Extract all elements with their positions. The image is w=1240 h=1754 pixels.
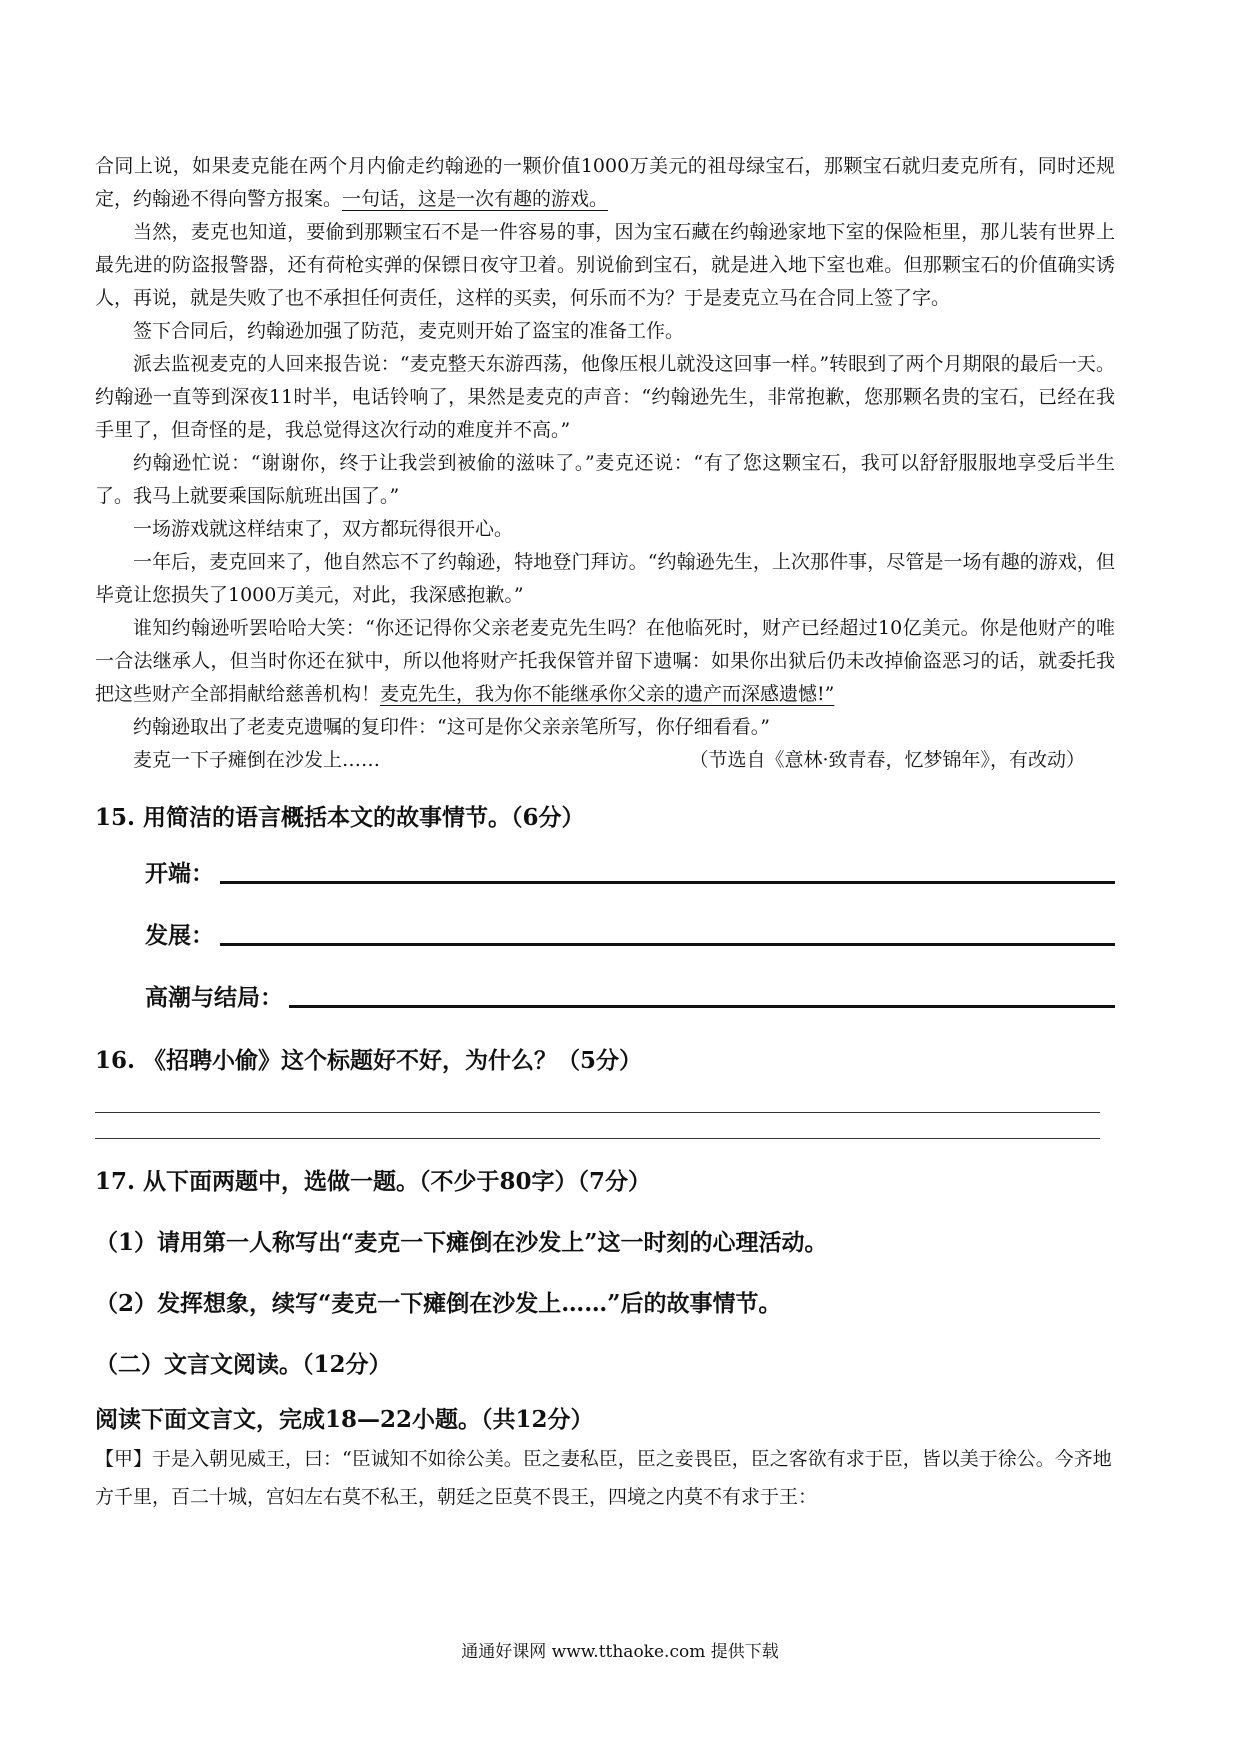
source-citation: （节选自《意林·致青春，忆梦锦年》，有改动） [689, 749, 1085, 771]
blank-label: 高潮与结局： [145, 984, 283, 1011]
answer-blank-development[interactable] [145, 914, 1115, 950]
question-17: 17. 从下面两题中，选做一题。（不少于80字）（7分） [95, 1168, 652, 1195]
blank-label: 发展： [145, 922, 214, 949]
question-17-option-1: （1）请用第一人称写出“麦克一下瘫倒在沙发上”这一时刻的心理活动。 [95, 1229, 828, 1256]
underlined-sentence: 一句话，这是一次有趣的游戏。 [342, 188, 609, 210]
passage-paragraph: 当然，麦克也知道，要偷到那颗宝石不是一件容易的事，因为宝石藏在约翰逊家地下室的保险柜里，那儿装有世界上最先进的防盗报警器，还有荷枪实弹的保镖日夜守卫着。别说偷到宝石，就是进入地下室也难。但那颗宝石的价值确实诱人，再说，就是失败了也不承担任何责任，这样的买卖，何乐而不为？于是麦克立马在合同上签了字。 [95, 221, 1115, 309]
passage-paragraph: 一场游戏就这样结束了，双方都玩得很开心。 [133, 518, 514, 540]
passage-text: 合同上说，如果麦克能在两个月内偷走约翰逊的一颗价值1000万美元的祖母绿宝石，那颗宝石就归麦克所有，同时还规定，约翰逊不得向警方报案。 [95, 155, 1115, 210]
passage-paragraph: 签下合同后，约翰逊加强了防范，麦克则开始了盗宝的准备工作。 [133, 320, 685, 342]
question-16: 16. 《招聘小偷》这个标题好不好，为什么？（5分） [95, 1047, 643, 1074]
passage-paragraph: 约翰逊取出了老麦克遗嘱的复印件：“这可是你父亲亲笔所写，你仔细看看。” [133, 716, 770, 738]
underlined-sentence: 麦克先生，我为你不能继承你父亲的遗产而深感遗憾!” [380, 683, 835, 705]
passage-text: 麦克一下子瘫倒在沙发上…… [133, 749, 381, 771]
answer-blank-beginning[interactable] [145, 852, 1115, 888]
answer-line[interactable] [289, 1005, 1115, 1008]
question-17-option-2: （2）发挥想象，续写“麦克一下瘫倒在沙发上……”后的故事情节。 [95, 1290, 782, 1317]
section-instructions: 阅读下面文言文，完成18—22小题。（共12分） [95, 1406, 594, 1433]
passage-paragraph: 一年后，麦克回来了，他自然忘不了约翰逊，特地登门拜访。“约翰逊先生，上次那件事，尽管是一场有趣的游戏，但毕竟让您损失了1000万美元，对此，我深感抱歉。” [95, 551, 1115, 606]
passage-last-line [95, 744, 1115, 777]
section-heading: （二）文言文阅读。（12分） [95, 1351, 392, 1378]
classical-text: 【甲】于是入朝见威王，曰：“臣诚知不如徐公美。臣之妻私臣，臣之妾畏臣，臣之客欲有求于臣，皆以美于徐公。今齐地方千里，百二十城，宫妇左右莫不私王，朝廷之臣莫不畏王，四境之内莫不有求于王： [95, 1448, 1112, 1508]
passage-paragraph [95, 150, 1115, 216]
passage-paragraph: 派去监视麦克的人回来报告说：“麦克整天东游西荡，他像压根儿就没这回事一样。”转眼到了两个月期限的最后一天。约翰逊一直等到深夜11时半，电话铃响了，果然是麦克的声音：“约翰逊先生，非常抱歉，您那颗名贵的宝石，已经在我手里了，但奇怪的是，我总觉得这次行动的难度并不高。” [95, 353, 1115, 441]
answer-line[interactable] [220, 943, 1115, 946]
answer-line[interactable] [220, 881, 1115, 884]
passage-text: 谁知约翰逊听罢哈哈大笑：“你还记得你父亲老麦克先生吗？在他临死时，财产已经超过10亿美元。你是他财产的唯一合法继承人，但当时你还在狱中，所以他将财产托我保管并留下遗嘱：如果你出狱后仍未改掉偷盗恶习的话，就委托我把这些财产全部捐献给慈善机构！ [95, 617, 1115, 705]
footer: 通通好课网 www.tthaoke.com 提供下载 [461, 1642, 779, 1662]
passage-paragraph: 约翰逊忙说：“谢谢你，终于让我尝到被偷的滋味了。”麦克还说：“有了您这颗宝石，我可以舒舒服服地享受后半生了。我马上就要乘国际航班出国了。” [95, 452, 1115, 507]
blank-label: 开端： [145, 860, 214, 887]
question-15: 15. 用简洁的语言概括本文的故事情节。（6分） [95, 804, 585, 831]
exam-page [95, 150, 1115, 1516]
answer-blank-climax-ending[interactable] [145, 976, 1115, 1012]
passage-paragraph [95, 612, 1115, 711]
